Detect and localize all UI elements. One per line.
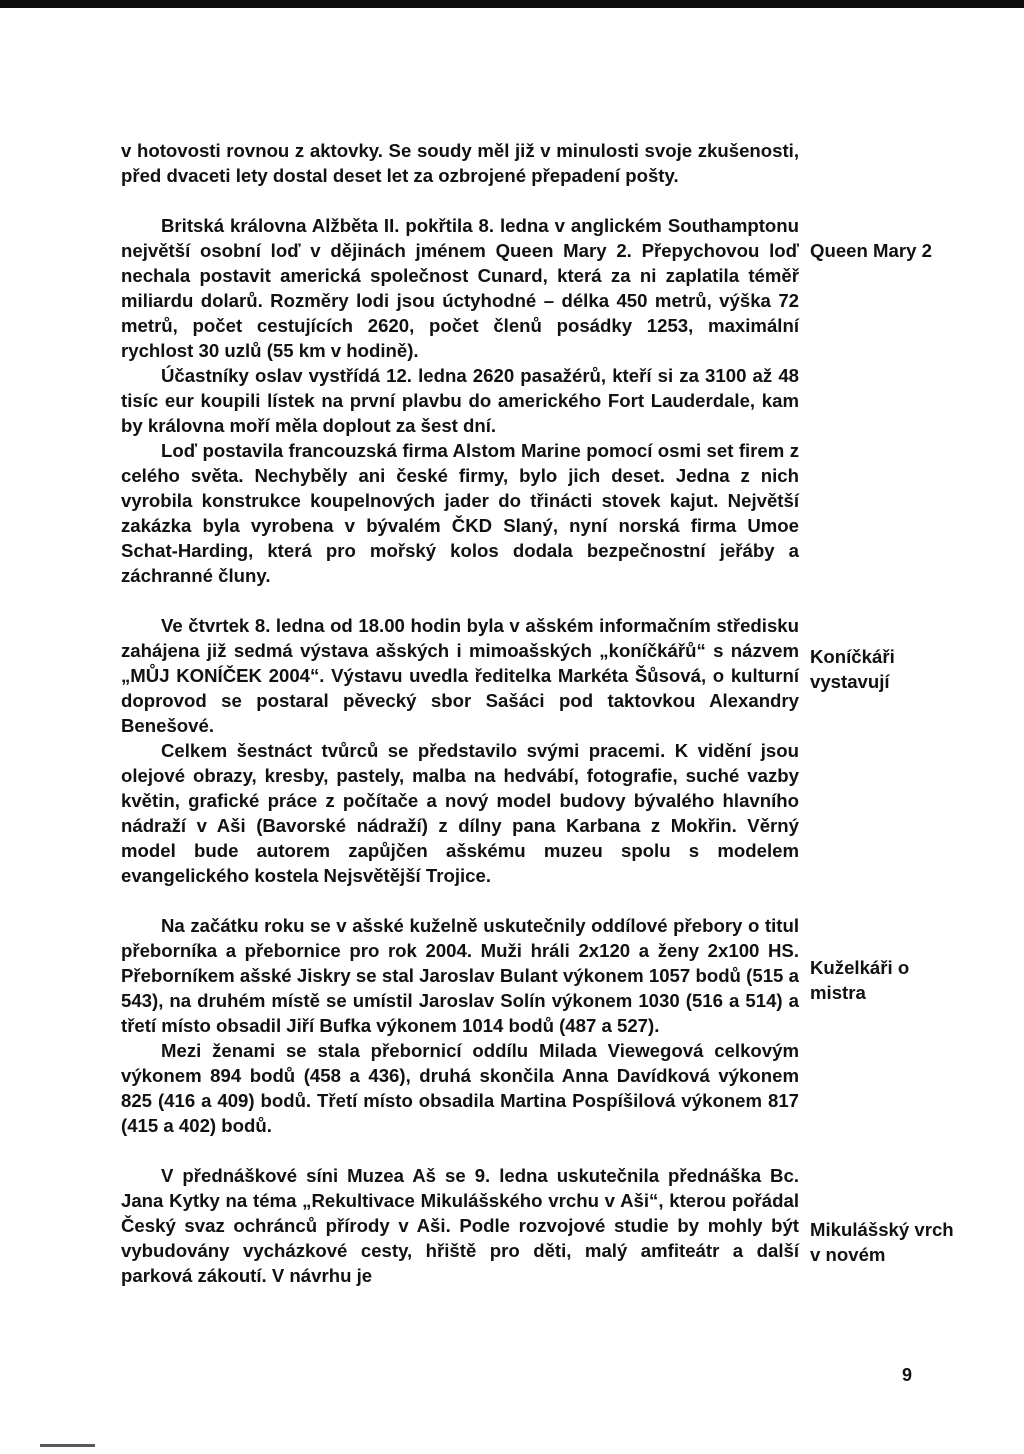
side-heading-kuzelkari: Kuželkáři o mistra	[810, 957, 910, 1003]
side-heading-queen-mary: Queen Mary 2	[810, 240, 932, 261]
scan-mark	[40, 1444, 95, 1447]
paragraph-bowling-men: Na začátku roku se v ašské kuželně uskutečnily oddílové přebory o titul přeborníka a přebornice pro rok 2004. Muži hráli 2x120 a ženy 2x100 HS. Přeborníkem ašské Jiskry se stal Jaroslav Bulant výkonem 1057 bodů (515 a 543), na druhém místě se umístil Jaroslav Solín výkonem 1030 (516 a 514) a třetí místo obsadil Jiří Bufka výkonem 1014 bodů (487 a 527).	[121, 915, 799, 1036]
side-heading-konickari: Koníčkáři vystavují	[810, 646, 895, 692]
section-gap	[121, 1138, 799, 1163]
paragraph-bowling-women: Mezi ženami se stala přebornicí oddílu Milada Viewegová celkovým výkonem 894 bodů (458 a 436), druhá skončila Anna Davídková výkonem 825 (416 a 409) bodů. Třetí místo obsadila Martina Pospíšilová výkonem 817 (415 a 402) bodů.	[121, 1040, 799, 1136]
paragraph-robbery-end: v hotovosti rovnou z aktovky. Se soudy měl již v minulosti svoje zkušenosti, před dvaceti lety dostal deset let za ozbrojené přepadení pošty.	[121, 140, 799, 186]
section-gap	[121, 888, 799, 913]
paragraph-hobby-exhibits: Celkem šestnáct tvůrců se představilo svými pracemi. K vidění jsou olejové obrazy, kresby, pastely, malba na hedvábí, fotografie, suché vazby květin, grafické práce z počítače a nový model budovy bývalého hlavního nádraží v Aši (Bavorské nádraží) z dílny pana Karbana z Mokřin. Věrný model bude autorem zapůjčen ašskému muzeu spolu s modelem evangelického kostela Nejsvětější Trojice.	[121, 740, 799, 886]
paragraph-queen-mary-builders: Loď postavila francouzská firma Alstom Marine pomocí osmi set firem z celého světa. Nechyběly ani české firmy, bylo jich deset. Jedna z nich vyrobila konstrukce koupelnových jader do třinácti stovek kajut. Největší zakázka byla vyrobena v bývalém ČKD Slaný, nyní norská firma Umoe Schat-Harding, která pro mořský kolos dodala bezpečnostní jeřáby a záchranné čluny.	[121, 440, 799, 586]
paragraph-hobby-exhibition: Ve čtvrtek 8. ledna od 18.00 hodin byla v ašském informačním středisku zahájena již sedmá výstava ašských i mimoašských „koníčkářů“ s názvem „MŮJ KONÍČEK 2004“. Výstavu uvedla ředitelka Markéta Šůsová, o kulturní doprovod se postaral pěvecký sbor Sašáci pod taktovkou Alexandry Benešové.	[121, 615, 799, 736]
section-gap	[121, 188, 799, 213]
paragraph-mikulassky-lecture: V přednáškové síni Muzea Aš se 9. ledna uskutečnila přednáška Bc. Jana Kytky na téma „Rekultivace Mikulášského vrchu v Aši“, kterou pořádal Český svaz ochránců přírody v Aši. Podle rozvojové studie by mohly být vybudovány vycházkové cesty, hřiště pro děti, malý amfiteátr a další parková zákoutí. V návrhu je	[121, 1165, 799, 1286]
page-number: 9	[902, 1365, 913, 1385]
scan-edge-bar	[0, 0, 1024, 8]
side-heading-mikulassky: Mikulášský vrch v novém	[810, 1219, 954, 1265]
section-gap	[121, 588, 799, 613]
paragraph-queen-mary-passengers: Účastníky oslav vystřídá 12. ledna 2620 pasažérů, kteří si za 3100 až 48 tisíc eur koupili lístek na první plavbu do amerického Fort Lauderdale, kam by královna moří měla doplout za šest dní.	[121, 365, 799, 436]
paragraph-queen-mary-christening: Britská královna Alžběta II. pokřtila 8. ledna v anglickém Southamptonu největší osobní loď v dějinách jménem Queen Mary 2. Přepychovou loď nechala postavit americká společnost Cunard, která za ni zaplatila téměř miliardu dolarů. Rozměry lodi jsou úctyhodné – délka 450 metrů, výška 72 metrů, počet cestujících 2620, počet členů posádky 1253, maximální rychlost 30 uzlů (55 km v hodině).	[121, 215, 799, 361]
article-text-column	[121, 138, 799, 1288]
